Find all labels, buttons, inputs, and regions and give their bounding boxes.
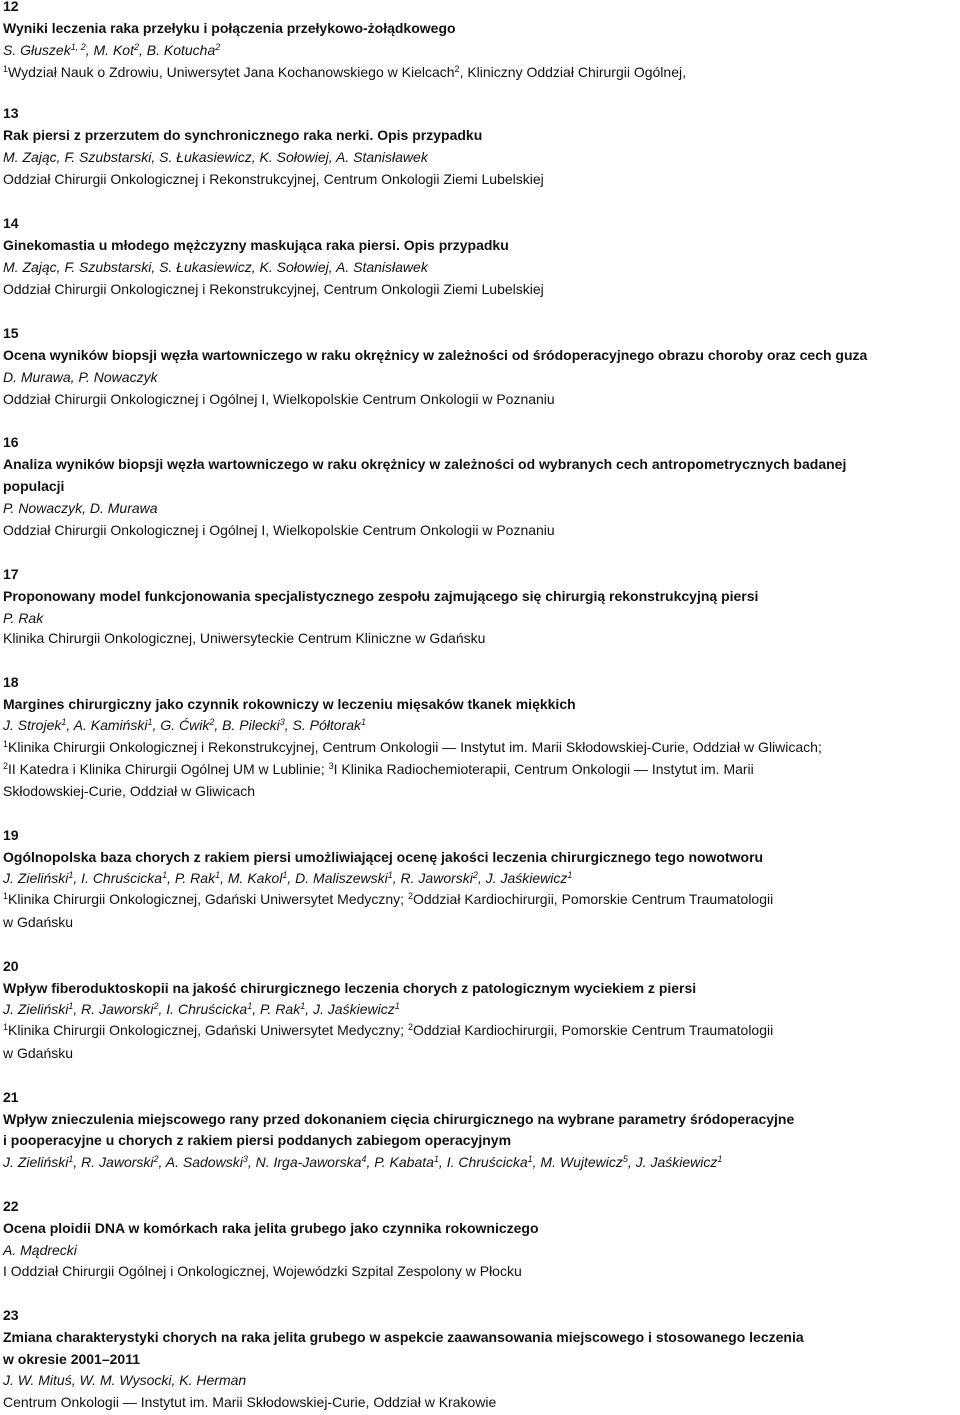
affiliation-superscript: 2	[454, 64, 460, 74]
text-run: Centrum Onkologii — Instytut im. Marii Skłodowskiej-Curie, Oddział w Krakowie	[3, 1394, 497, 1410]
affiliation-superscript: 1	[162, 870, 168, 880]
entry-number: 18	[3, 674, 19, 690]
affiliation-superscript: 2	[3, 761, 9, 771]
affiliation-superscript: 2	[153, 1154, 159, 1164]
affiliation-superscript: 1, 2	[70, 42, 86, 52]
text-run: S. Głuszek	[3, 42, 71, 58]
affiliation-superscript: 1	[215, 870, 221, 880]
text-run: Oddział Chirurgii Onkologicznej i Ogólnej I, Wielkopolskie Centrum Onkologii w Poznaniu	[3, 391, 555, 407]
affiliation-superscript: 2	[153, 1001, 159, 1011]
entry-affiliation	[3, 63, 686, 82]
entry-number: 21	[3, 1089, 19, 1105]
text-run: , J. Jaśkiewicz	[627, 1154, 718, 1170]
entry-title: i pooperacyjne u chorych z rakiem piersi poddanych zabiegom operacyjnym	[3, 1132, 512, 1148]
entry-number: 23	[3, 1307, 19, 1323]
text-run: , M. Kot	[85, 42, 134, 58]
affiliation-superscript: 1	[433, 1154, 439, 1164]
affiliation-superscript: 1	[68, 1154, 74, 1164]
affiliation-superscript: 1	[361, 717, 367, 727]
entry-affiliation	[3, 280, 544, 299]
affiliation-superscript: 1	[300, 1001, 306, 1011]
entry-title: w okresie 2001–2011	[3, 1351, 141, 1367]
entry-authors	[3, 1371, 246, 1390]
affiliation-superscript: 2	[215, 42, 221, 52]
entry-number: 17	[3, 566, 19, 582]
entry-affiliation	[3, 738, 822, 757]
entry-title: Ocena ploidii DNA w komórkach raka jelita grubego jako czynnika rokowniczego	[3, 1220, 539, 1236]
text-run: J. Zieliński	[3, 1154, 69, 1170]
entry-affiliation	[3, 760, 754, 779]
text-run: Klinika Chirurgii Onkologicznej, Gdański Uniwersytet Medyczny;	[8, 891, 408, 907]
entry-affiliation	[3, 1044, 73, 1063]
entry-number: 22	[3, 1198, 19, 1214]
affiliation-superscript: 2	[209, 717, 215, 727]
affiliation-superscript: 1	[68, 1001, 74, 1011]
affiliation-superscript: 1	[282, 870, 288, 880]
entry-title: Zmiana charakterystyki chorych na raka jelita grubego w aspekcie zaawansowania miejscowego i stosowanego leczenia	[3, 1329, 804, 1345]
entry-number: 14	[3, 215, 19, 231]
entry-authors	[3, 41, 220, 60]
text-run: J. Strojek	[3, 717, 62, 733]
entry-number: 13	[3, 105, 19, 121]
entry-authors	[3, 609, 43, 628]
text-run: , I. Chruścicka	[438, 1154, 528, 1170]
text-run: II Katedra i Klinika Chirurgii Ogólnej UM w Lublinie;	[8, 761, 329, 777]
text-run: , Kliniczny Oddział Chirurgii Ogólnej,	[459, 64, 686, 80]
entry-affiliation	[3, 521, 555, 540]
text-run: , A. Kamiński	[66, 717, 148, 733]
text-run: Klinika Chirurgii Onkologicznej, Gdański Uniwersytet Medyczny;	[8, 1022, 408, 1038]
entry-affiliation	[3, 1393, 496, 1412]
entry-title: Analiza wyników biopsji węzła wartowniczego w raku okrężnicy w zależności od wybranych cech antropometrycznych badanej	[3, 456, 847, 472]
text-run: , R. Jaworski	[392, 870, 473, 886]
entry-title: Proponowany model funkcjonowania specjalistycznego zespołu zajmującego się chirurgią rekonstrukcyjną piersi	[3, 588, 759, 604]
affiliation-superscript: 1	[3, 739, 9, 749]
affiliation-superscript: 2	[472, 870, 478, 880]
affiliation-superscript: 1	[567, 870, 573, 880]
text-run: Oddział Chirurgii Onkologicznej i Rekonstrukcyjnej, Centrum Onkologii Ziemi Lubelskiej	[3, 171, 544, 187]
entry-authors	[3, 368, 158, 387]
text-run: , P. Rak	[252, 1001, 301, 1017]
text-run: , J. Jaśkiewicz	[305, 1001, 395, 1017]
text-run: , I. Chruścicka	[73, 870, 163, 886]
affiliation-superscript: 1	[3, 64, 9, 74]
text-run: w Gdańsku	[3, 914, 74, 930]
entry-affiliation	[3, 170, 544, 189]
affiliation-superscript: 1	[3, 1022, 9, 1032]
text-run: Oddział Chirurgii Onkologicznej i Rekonstrukcyjnej, Centrum Onkologii Ziemi Lubelskiej	[3, 281, 544, 297]
entry-title: Wpływ znieczulenia miejscowego rany przed dokonaniem cięcia chirurgicznego na wybrane parametry śródoperacyjne	[3, 1111, 795, 1127]
entry-title: Rak piersi z przerzutem do synchronicznego raka nerki. Opis przypadku	[3, 127, 483, 143]
affiliation-superscript: 1	[68, 870, 74, 880]
text-run: I Oddział Chirurgii Ogólnej i Onkologicznej, Wojewódzki Szpital Zespolony w Płocku	[3, 1263, 522, 1279]
text-run: , N. Irga-Jaworska	[247, 1154, 362, 1170]
text-run: Skłodowskiej-Curie, Oddział w Gliwicach	[3, 783, 256, 799]
entry-title: Wyniki leczenia raka przełyku i połączenia przełykowo-żołądkowego	[3, 20, 456, 36]
entry-title: Ocena wyników biopsji węzła wartowniczego w raku okrężnicy w zależności od śródoperacyjnego obrazu choroby oraz cech guza	[3, 347, 868, 363]
text-run: , A. Sadowski	[158, 1154, 243, 1170]
text-run: , P. Kabata	[366, 1154, 434, 1170]
text-run: Klinika Chirurgii Onkologicznej i Rekonstrukcyjnej, Centrum Onkologii — Instytut im. Marii Skłodowskiej-Curie, Oddział w Gliwicach;	[8, 739, 822, 755]
text-run: , I. Chruścicka	[158, 1001, 248, 1017]
entry-authors	[3, 499, 158, 518]
text-run: Oddział Kardiochirurgii, Pomorskie Centrum Traumatologii	[412, 1022, 774, 1038]
entry-authors	[3, 148, 428, 167]
entry-affiliation	[3, 1021, 773, 1040]
affiliation-superscript: 4	[361, 1154, 367, 1164]
text-run: , M. Kakol	[220, 870, 283, 886]
text-run: , R. Jaworski	[73, 1154, 154, 1170]
text-run: , P. Rak	[167, 870, 216, 886]
affiliation-superscript: 1	[527, 1154, 533, 1164]
affiliation-superscript: 1	[61, 717, 67, 727]
affiliation-superscript: 1	[394, 1001, 400, 1011]
affiliation-superscript: 2	[407, 1022, 413, 1032]
entry-number: 20	[3, 958, 19, 974]
entry-number: 12	[3, 0, 19, 14]
entry-authors	[3, 1000, 400, 1019]
entry-authors	[3, 1153, 722, 1172]
affiliation-superscript: 1	[717, 1154, 723, 1164]
text-run: , R. Jaworski	[73, 1001, 154, 1017]
entry-title: Ginekomastia u młodego mężczyzny maskująca raka piersi. Opis przypadku	[3, 237, 509, 253]
affiliation-superscript: 2	[133, 42, 139, 52]
affiliation-superscript: 1	[147, 717, 153, 727]
affiliation-superscript: 3	[328, 761, 334, 771]
entry-number: 16	[3, 434, 19, 450]
text-run: M. Zając, F. Szubstarski, S. Łukasiewicz, K. Sołowiej, A. Stanisławek	[3, 259, 428, 275]
text-run: , S. Półtorak	[284, 717, 361, 733]
text-run: P. Rak	[3, 610, 44, 626]
entry-affiliation	[3, 390, 555, 409]
text-run: , D. Maliszewski	[287, 870, 388, 886]
entry-authors	[3, 869, 572, 888]
text-run: A. Mądrecki	[3, 1242, 77, 1258]
entry-affiliation	[3, 890, 773, 909]
text-run: , J. Jaśkiewicz	[477, 870, 568, 886]
entry-title: Wpływ fiberoduktoskopii na jakość chirurgicznego leczenia chorych z patologicznym wyciekiem z piersi	[3, 980, 697, 996]
entry-affiliation	[3, 913, 73, 932]
text-run: P. Nowaczyk, D. Murawa	[3, 500, 158, 516]
text-run: I Klinika Radiochemioterapii, Centrum Onkologii — Instytut im. Marii	[333, 761, 754, 777]
entry-number: 19	[3, 827, 19, 843]
text-run: , M. Wujtewicz	[532, 1154, 623, 1170]
text-run: M. Zając, F. Szubstarski, S. Łukasiewicz, K. Sołowiej, A. Stanisławek	[3, 149, 428, 165]
affiliation-superscript: 3	[279, 717, 285, 727]
text-run: Oddział Chirurgii Onkologicznej i Ogólnej I, Wielkopolskie Centrum Onkologii w Poznaniu	[3, 522, 555, 538]
text-run: Oddział Kardiochirurgii, Pomorskie Centrum Traumatologii	[412, 891, 774, 907]
affiliation-superscript: 3	[242, 1154, 248, 1164]
entry-title: Ogólnopolska baza chorych z rakiem piersi umożliwiającej ocenę jakości leczenia chirurgicznego tego nowotworu	[3, 849, 764, 865]
entry-affiliation	[3, 1262, 522, 1281]
text-run: J. Zieliński	[3, 1001, 69, 1017]
entry-authors	[3, 258, 428, 277]
affiliation-superscript: 1	[247, 1001, 253, 1011]
text-run: J. Zieliński	[3, 870, 69, 886]
entry-title: Margines chirurgiczny jako czynnik rokowniczy w leczeniu mięsaków tkanek miękkich	[3, 696, 576, 712]
affiliation-superscript: 2	[407, 891, 413, 901]
entry-affiliation	[3, 782, 255, 801]
text-run: , B. Pilecki	[214, 717, 280, 733]
affiliation-superscript: 1	[387, 870, 393, 880]
text-run: D. Murawa, P. Nowaczyk	[3, 369, 158, 385]
affiliation-superscript: 5	[622, 1154, 628, 1164]
entry-title: populacji	[3, 478, 65, 494]
entry-affiliation	[3, 629, 485, 648]
entry-authors	[3, 716, 366, 735]
entry-authors	[3, 1241, 77, 1260]
affiliation-superscript: 1	[3, 891, 9, 901]
text-run: Klinika Chirurgii Onkologicznej, Uniwersyteckie Centrum Kliniczne w Gdańsku	[3, 630, 486, 646]
text-run: , G. Ćwik	[152, 717, 210, 733]
text-run: Wydział Nauk o Zdrowiu, Uniwersytet Jana Kochanowskiego w Kielcach	[8, 64, 455, 80]
text-run: , B. Kotucha	[138, 42, 216, 58]
text-run: J. W. Mituś, W. M. Wysocki, K. Herman	[3, 1372, 247, 1388]
entry-number: 15	[3, 325, 19, 341]
text-run: w Gdańsku	[3, 1045, 74, 1061]
